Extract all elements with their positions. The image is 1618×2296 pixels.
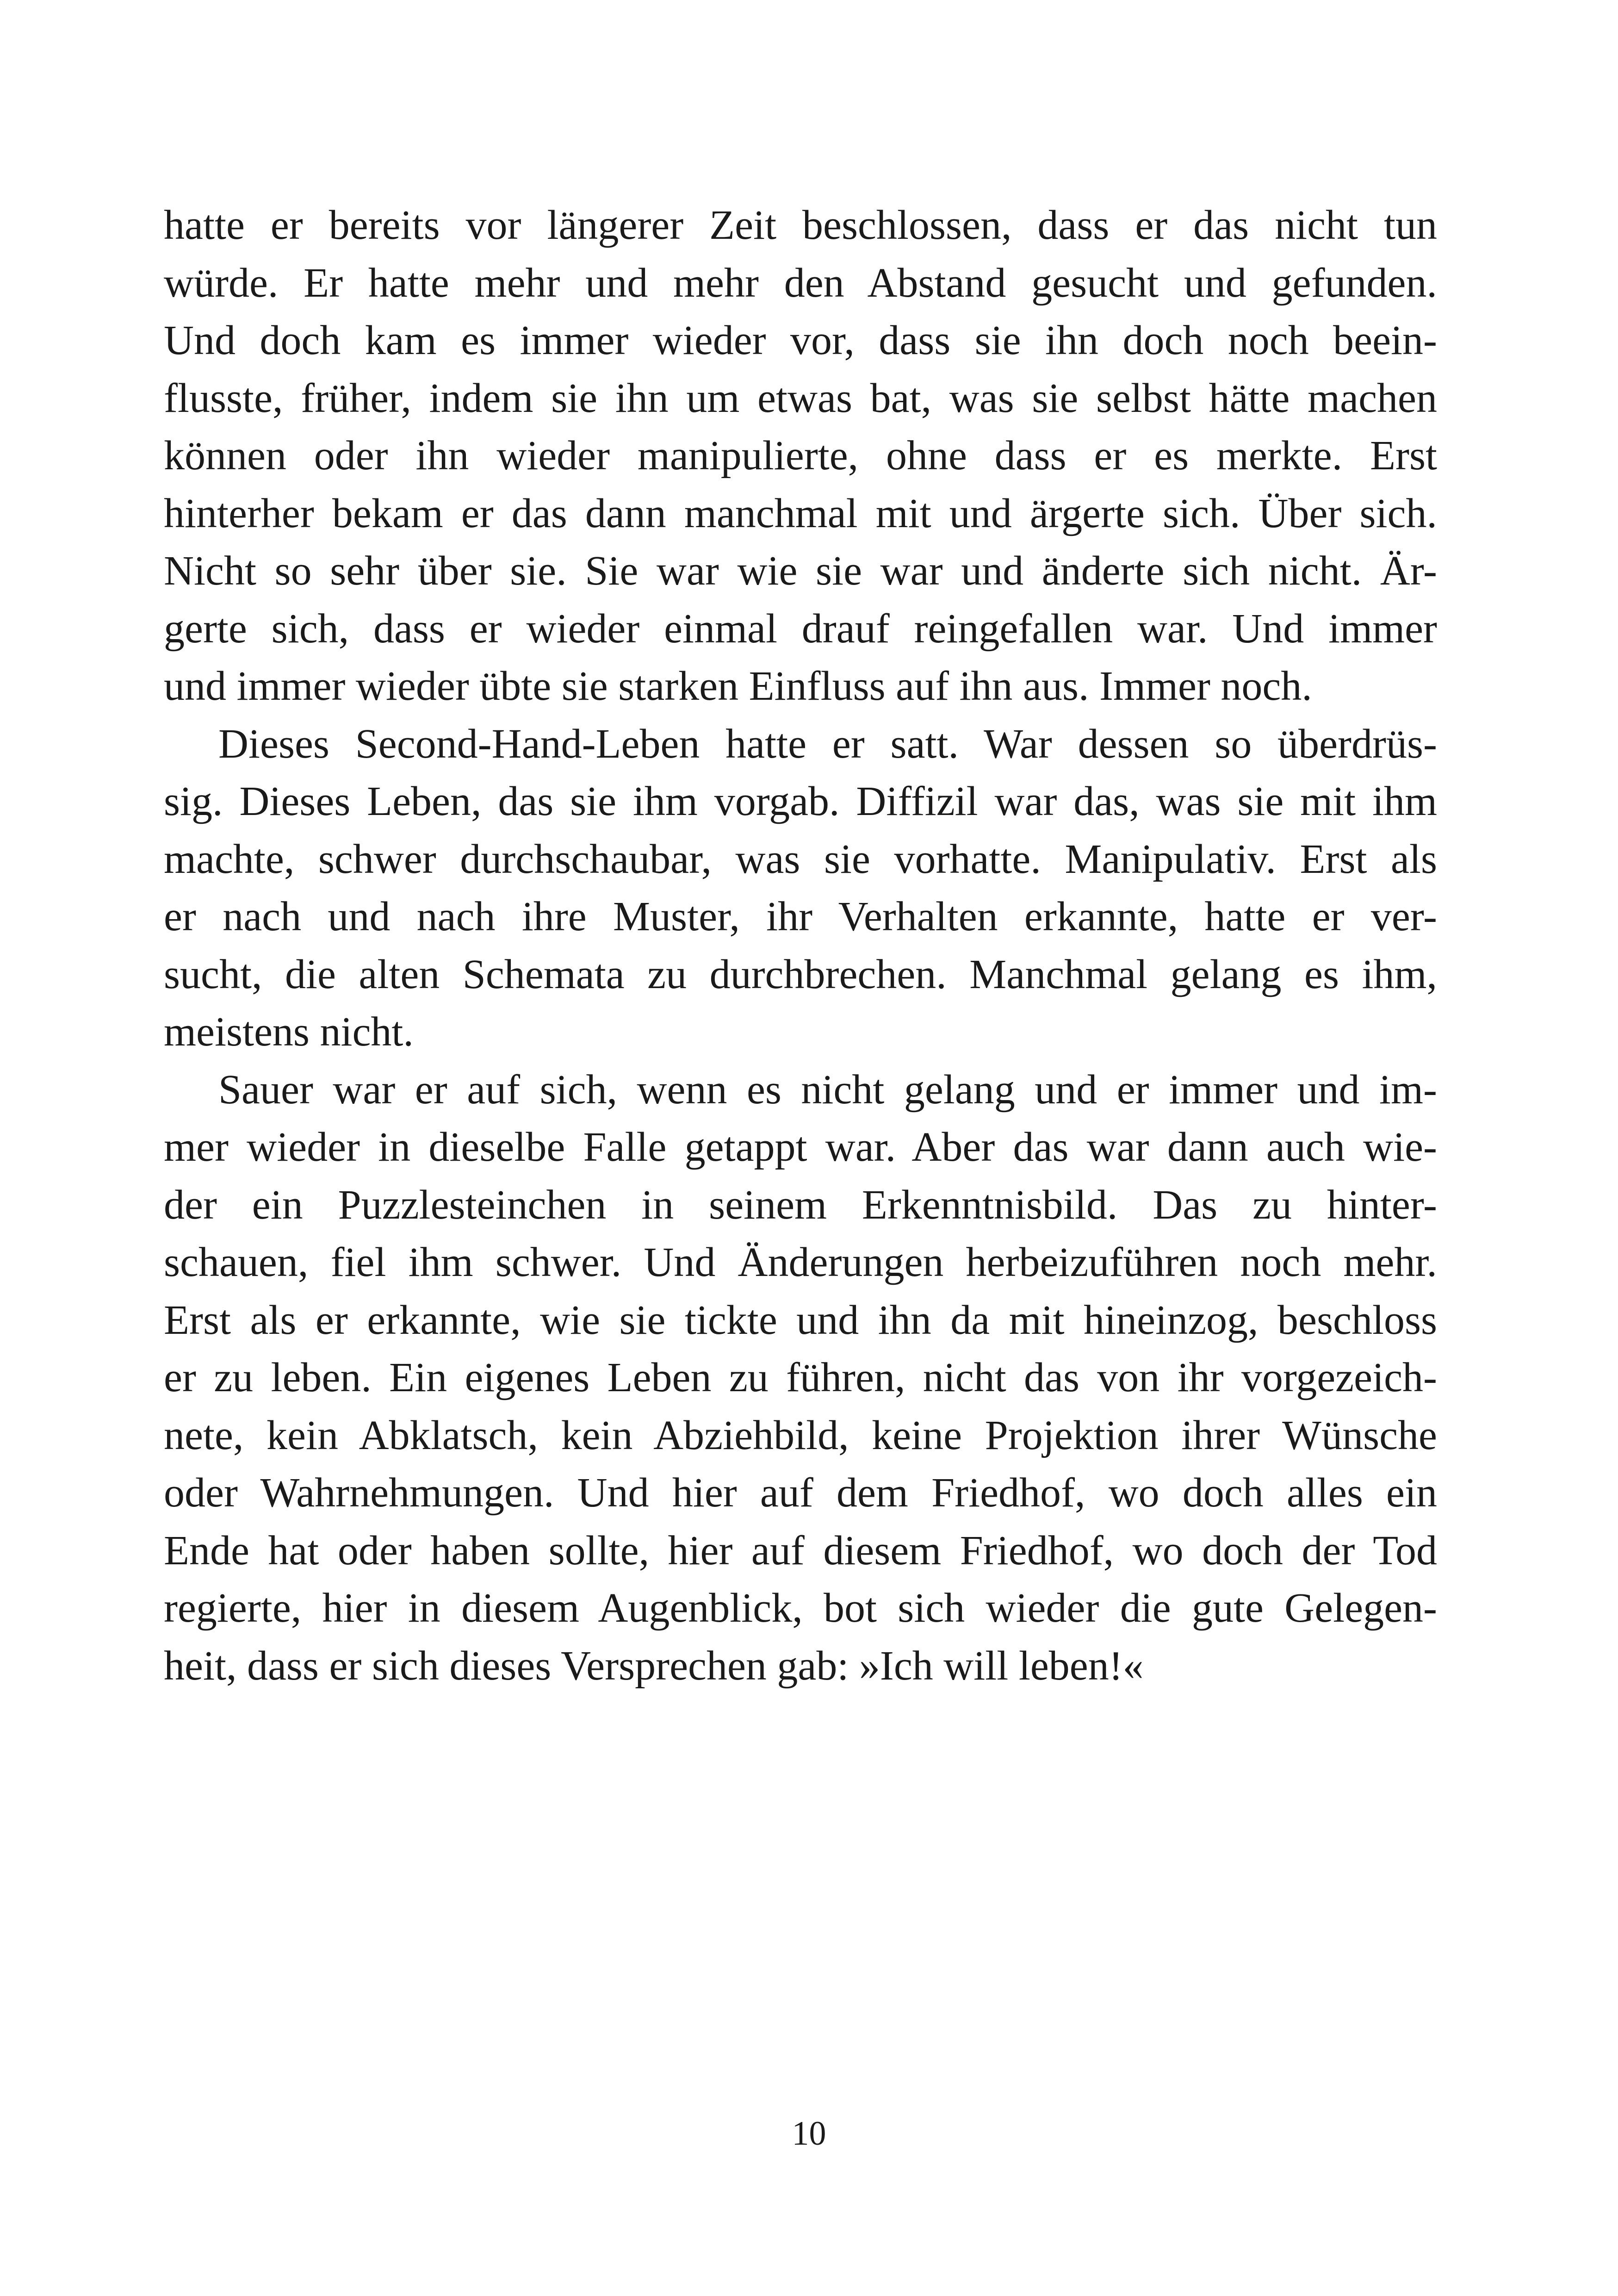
text-line: Dieses Second-Hand-Leben hatte er satt. War dessen so überdrüs- [218,721,1437,767]
text-line: der ein Puzzlesteinchen in seinem Erkenntnisbild. Das zu hinter- [164,1182,1437,1228]
body-text [164,197,1437,1695]
text-line: oder Wahrnehmungen. Und hier auf dem Friedhof, wo doch alles ein [164,1470,1437,1516]
text-line: Erst als er erkannte, wie sie tickte und ihn da mit hineinzog, beschloss [164,1297,1437,1343]
text-line: können oder ihn wieder manipulierte, ohne dass er es merkte. Erst [164,433,1437,479]
text-line: er nach und nach ihre Muster, ihr Verhalten erkannte, hatte er ver- [164,894,1437,940]
text-line: gerte sich, dass er wieder einmal drauf reingefallen war. Und immer [164,605,1437,652]
text-line: Und doch kam es immer wieder vor, dass sie ihn doch noch beein- [164,317,1437,363]
page-number: 10 [792,2115,826,2153]
paragraph-3 [164,1061,1437,1695]
paragraph-1 [164,197,1437,716]
paragraph-2 [164,716,1437,1061]
text-line: heit, dass er sich dieses Versprechen gab: »Ich will leben!« [164,1643,1144,1689]
text-line: würde. Er hatte mehr und mehr den Abstand gesucht und gefunden. [164,260,1437,306]
text-line: er zu leben. Ein eigenes Leben zu führen, nicht das von ihr vorgezeich- [164,1355,1437,1400]
text-line: schauen, fiel ihm schwer. Und Änderungen herbeizuführen noch mehr. [164,1239,1437,1285]
text-line: hinterher bekam er das dann manchmal mit und ärgerte sich. Über sich. [164,490,1437,536]
text-line: mer wieder in dieselbe Falle getappt war. Aber das war dann auch wie- [164,1124,1437,1170]
text-line: sig. Dieses Leben, das sie ihm vorgab. Diffizil war das, was sie mit ihm [164,778,1437,824]
text-line: Ende hat oder haben sollte, hier auf diesem Friedhof, wo doch der Tod [164,1527,1437,1574]
text-line: sucht, die alten Schemata zu durchbrechen. Manchmal gelang es ihm, [164,951,1437,997]
text-line: meistens nicht. [164,1009,414,1055]
text-line: Nicht so sehr über sie. Sie war wie sie war und änderte sich nicht. Är- [164,548,1437,594]
text-line: regierte, hier in diesem Augenblick, bot sich wieder die gute Gelegen- [164,1585,1437,1631]
text-line: hatte er bereits vor längerer Zeit beschlossen, dass er das nicht tun [164,202,1437,248]
text-line: machte, schwer durchschaubar, was sie vorhatte. Manipulativ. Erst als [164,836,1437,882]
text-line: und immer wieder übte sie starken Einfluss auf ihn aus. Immer noch. [164,663,1312,709]
text-line: nete, kein Abklatsch, kein Abziehbild, keine Projektion ihrer Wünsche [164,1412,1437,1458]
text-line: flusste, früher, indem sie ihn um etwas bat, was sie selbst hätte machen [164,375,1437,421]
text-line: Sauer war er auf sich, wenn es nicht gelang und er immer und im- [218,1066,1437,1113]
